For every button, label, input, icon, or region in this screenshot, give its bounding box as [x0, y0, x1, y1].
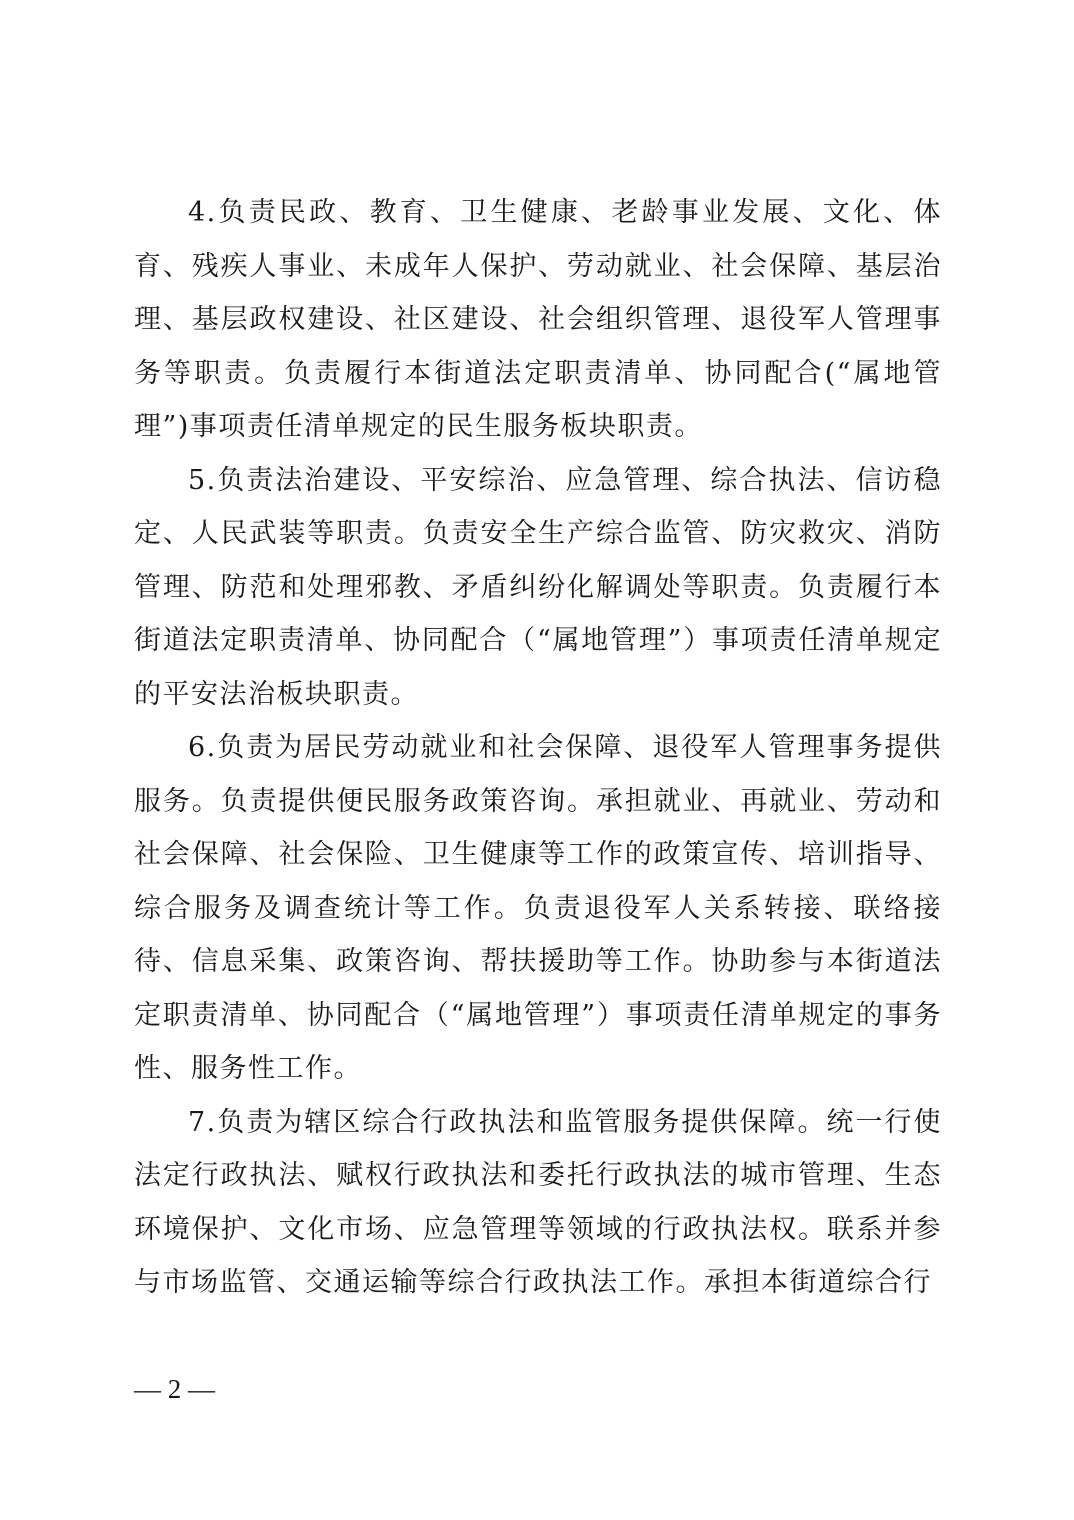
paragraph-item-7: 7.负责为辖区综合行政执法和监管服务提供保障。统一行使法定行政执法、赋权行政执法和委托行政执法的城市管理、生态环境保护、文化市场、应急管理等领域的行政执法权。联系并参与市场监管、交通运输等综合行政执法工作。承担本街道综合行: [134, 1106, 942, 1298]
paragraph-item-4: 4.负责民政、教育、卫生健康、老龄事业发展、文化、体育、残疾人事业、未成年人保护、劳动就业、社会保障、基层治理、基层政权建设、社区建设、社会组织管理、退役军人管理事务等职责。负责履行本街道法定职责清单、协同配合(“属地管理”)事项责任清单规定的民生服务板块职责。: [134, 197, 942, 442]
page-number: — 2 —: [134, 1374, 215, 1404]
paragraph-item-6: 6.负责为居民劳动就业和社会保障、退役军人管理事务提供服务。负责提供便民服务政策咨询。承担就业、再就业、劳动和社会保障、社会保险、卫生健康等工作的政策宣传、培训指导、综合服务及调查统计等工作。负责退役军人关系转接、联络接待、信息采集、政策咨询、帮扶援助等工作。协助参与本街道法定职责清单、协同配合（“属地管理”）事项责任清单规定的事务性、服务性工作。: [134, 732, 942, 1084]
paragraph-item-5: 5.负责法治建设、平安综治、应急管理、综合执法、信访稳定、人民武装等职责。负责安全生产综合监管、防灾救灾、消防管理、防范和处理邪教、矛盾纠纷化解调处等职责。负责履行本街道法定职责清单、协同配合（“属地管理”）事项责任清单规定的平安法治板块职责。: [134, 464, 942, 710]
document-body: [134, 186, 942, 1310]
